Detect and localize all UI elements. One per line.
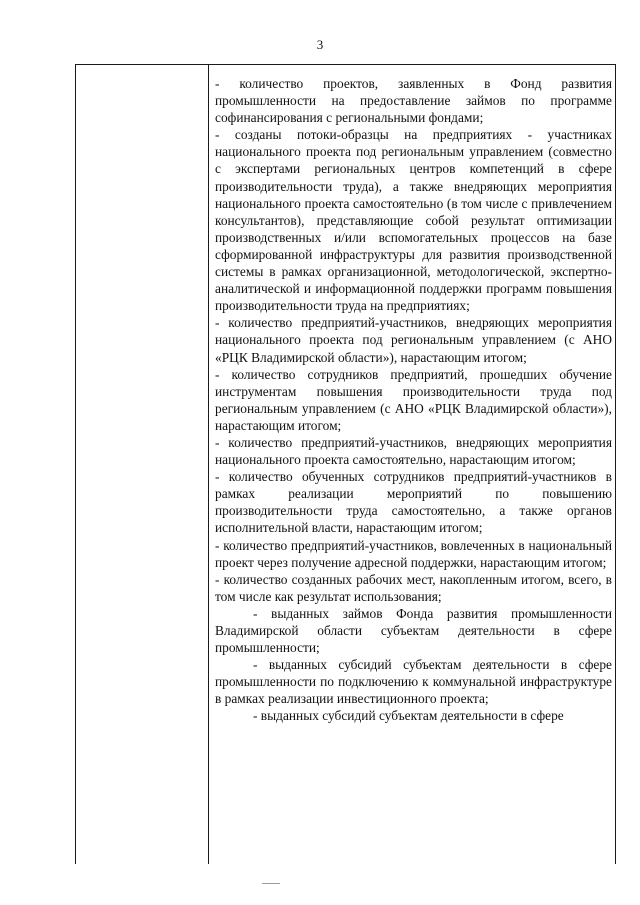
- indicator-subparagraph: - выданных займов Фонда развития промышленности Владимирской области субъектам деятельности в сфере промышленности;: [215, 605, 612, 656]
- scan-artifact: [262, 883, 280, 884]
- table-right-column: [209, 65, 616, 864]
- document-table: [75, 64, 616, 864]
- indicator-paragraph: - количество проектов, заявленных в Фонд развития промышленности на предоставление займов по программе софинансирования с региональными фондами;: [215, 76, 612, 126]
- table-left-column: [76, 65, 209, 864]
- indicator-paragraph: - созданы потоки-образцы на предприятиях - участниках национального проекта под региональным управлением (совместно с экспертами региональных центров компетенций в сфере производительности труда), а также внедряющих мероприятия национального проекта самостоятельно (в том числе с привлечением консультантов), представляющие собой результат оптимизации производственных и/или вспомогательных процессов на базе сформированной инфраструктуры для развития производственной системы в рамках организационной, методологической, экспертно-аналитической и информационной поддержки программ повышения производительности труда на предприятиях;: [215, 127, 612, 314]
- indicator-paragraph: - количество предприятий-участников, внедряющих мероприятия национального проекта под региональным управлением (с АНО «РЦК Владимирской области»), нарастающим итогом;: [215, 315, 612, 365]
- indicator-subparagraph: - выданных субсидий субъектам деятельности в сфере промышленности по подключению к коммунальной инфраструктуре в рамках реализации инвестиционного проекта;: [215, 657, 612, 707]
- indicator-paragraph: - количество предприятий-участников, вовлеченных в национальный проект через получение адресной поддержки, нарастающим итогом;: [215, 537, 612, 570]
- indicator-subparagraph: - выданных субсидий субъектам деятельности в сфере: [253, 708, 564, 724]
- indicator-paragraph: - количество предприятий-участников, внедряющих мероприятия национального проекта самостоятельно, нарастающим итогом;: [215, 434, 612, 468]
- indicator-paragraph: - количество сотрудников предприятий, прошедших обучение инструментам повышения производительности труда под региональным управлением (с АНО «РЦК Владимирской области»), нарастающим итогом;: [215, 366, 612, 433]
- page-number: 3: [316, 37, 324, 52]
- indicator-paragraph: - количество обученных сотрудников предприятий-участников в рамках реализации мероприятий по повышению производительности труда самостоятельно, а также органов исполнительной власти, нарастающим итогом;: [215, 469, 612, 536]
- indicator-paragraph: - количество созданных рабочих мест, накопленным итогом, всего, в том числе как результат использования;: [215, 571, 612, 604]
